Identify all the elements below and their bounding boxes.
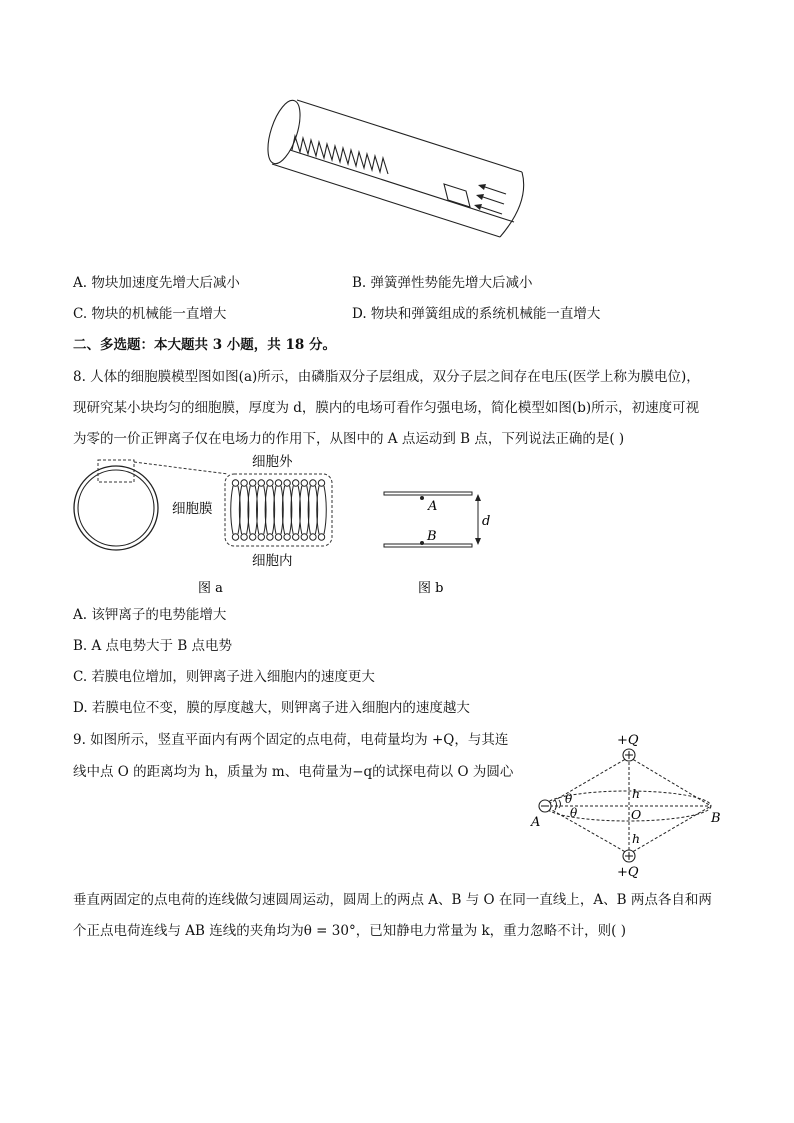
q7-option-c: C. 物块的机械能一直增大 [73, 306, 227, 322]
lipid-head [241, 534, 247, 540]
lipid-head [318, 534, 324, 540]
lipid-head [310, 480, 316, 486]
label-b: B [711, 811, 721, 826]
lipid-tail [274, 486, 284, 534]
label-h-bottom: h [632, 831, 641, 846]
q8-stem-line-2: 现研究某小块均匀的细胞膜，厚度为 d，膜内的电场可看作匀强电场，简化模型如图(b)所示，初速度可视 [73, 400, 700, 416]
q8-option-c: C. 若膜电位增加，则钾离子进入细胞内的速度更大 [73, 669, 375, 685]
lipid-head [241, 480, 247, 486]
lipid-head [284, 534, 290, 540]
label-cell-outside: 细胞外 [252, 454, 293, 470]
q9-stem-line-3: 垂直两固定的点电荷的连线做匀速圆周运动，圆周上的两点 A、B 与 O 在同一直线上，A、B 两点各自和两 [73, 892, 712, 908]
label-d: d [482, 514, 491, 529]
lipid-tail [239, 486, 249, 534]
lipid-head [293, 534, 299, 540]
label-a: A [531, 815, 541, 830]
cell-outer-circle [74, 466, 158, 550]
label-bottom-charge: +Q [617, 865, 639, 880]
lipid-head [284, 480, 290, 486]
lipid-head [267, 480, 273, 486]
selection-rect [98, 460, 134, 482]
lipid-head [275, 480, 281, 486]
q8-option-b: B. A 点电势大于 B 点电势 [73, 638, 233, 654]
section-heading-multi-choice [73, 335, 336, 355]
label-a: A [428, 499, 438, 514]
q8-figure-a [70, 450, 340, 600]
caption-figure-b: 图 b [418, 581, 444, 596]
q9-stem-line-2: 线中点 O 的距离均为 h，质量为 m、电荷量为−q的试探电荷以 O 为圆心 [73, 764, 514, 780]
lipid-tail [317, 486, 327, 534]
lipid-head [275, 534, 281, 540]
point-b [420, 541, 424, 545]
lipid-tail [282, 486, 292, 534]
lipid-head [310, 534, 316, 540]
q8-stem-line-1: 8. 人体的细胞膜模型图如图(a)所示，由磷脂双分子层组成，双分子层之间存在电压(医学上称为膜电位)， [73, 369, 700, 385]
label-h-top: h [632, 786, 641, 801]
lipid-head [250, 480, 256, 486]
label-cell-inside: 细胞内 [252, 553, 293, 569]
q9-stem-line-1: 9. 如图所示，竖直平面内有两个固定的点电荷，电荷量均为 +Q，与其连 [73, 732, 509, 748]
q8-stem-line-3: 为零的一价正钾离子仅在电场力的作用下，从图中的 A 点运动到 B 点，下列说法正确的是( ) [73, 431, 625, 447]
q8-figure-b [375, 480, 505, 600]
q7-option-d: D. 物块和弹簧组成的系统机械能一直增大 [352, 306, 601, 322]
label-o: O [631, 807, 642, 822]
q9-stem-line-4: 个正点电荷连线与 AB 连线的夹角均为θ = 30°，已知静电力常量为 k，重力忽略不计，则( ) [73, 923, 626, 939]
lipid-tail [257, 486, 267, 534]
lipid-tail [265, 486, 275, 534]
section-mid: 小题，共 [222, 337, 286, 353]
cell-inner-circle [78, 470, 154, 546]
q7-option-a: A. 物块加速度先增大后减小 [73, 275, 240, 291]
lipid-tail [248, 486, 258, 534]
lipid-tail [308, 486, 318, 534]
lipid-head [258, 480, 264, 486]
q8-option-a: A. 该钾离子的电势能增大 [73, 607, 227, 623]
label-theta-top: θ [565, 792, 573, 806]
lipid-head [301, 480, 307, 486]
lipid-head [258, 534, 264, 540]
lipid-head [301, 534, 307, 540]
lipid-tail [231, 486, 241, 534]
section-prefix: 二、多选题：本大题共 [73, 337, 213, 353]
section-count: 3 [212, 337, 223, 353]
section-suffix: 分。 [304, 337, 337, 353]
label-b: B [427, 529, 437, 544]
lipid-tail [300, 486, 310, 534]
bottom-plate [384, 544, 472, 547]
q9-charges-figure [525, 730, 730, 880]
label-cell-membrane: 细胞膜 [172, 501, 213, 517]
label-top-charge: +Q [617, 733, 639, 748]
lipid-tail [291, 486, 301, 534]
label-theta-bottom: θ [570, 806, 578, 820]
lipid-head [232, 534, 238, 540]
lipid-head [293, 480, 299, 486]
section-score: 18 [285, 337, 305, 353]
lipid-head [318, 480, 324, 486]
lipid-head [250, 534, 256, 540]
top-plate [384, 492, 472, 495]
q8-option-d: D. 若膜电位不变，膜的厚度越大，则钾离子进入细胞内的速度越大 [73, 700, 470, 716]
q7-option-b: B. 弹簧弹性势能先增大后减小 [352, 275, 533, 291]
caption-figure-a: 图 a [198, 581, 223, 596]
q7-tube-figure [262, 92, 537, 242]
point-a [420, 496, 424, 500]
lipid-head [267, 534, 273, 540]
lipid-head [232, 480, 238, 486]
